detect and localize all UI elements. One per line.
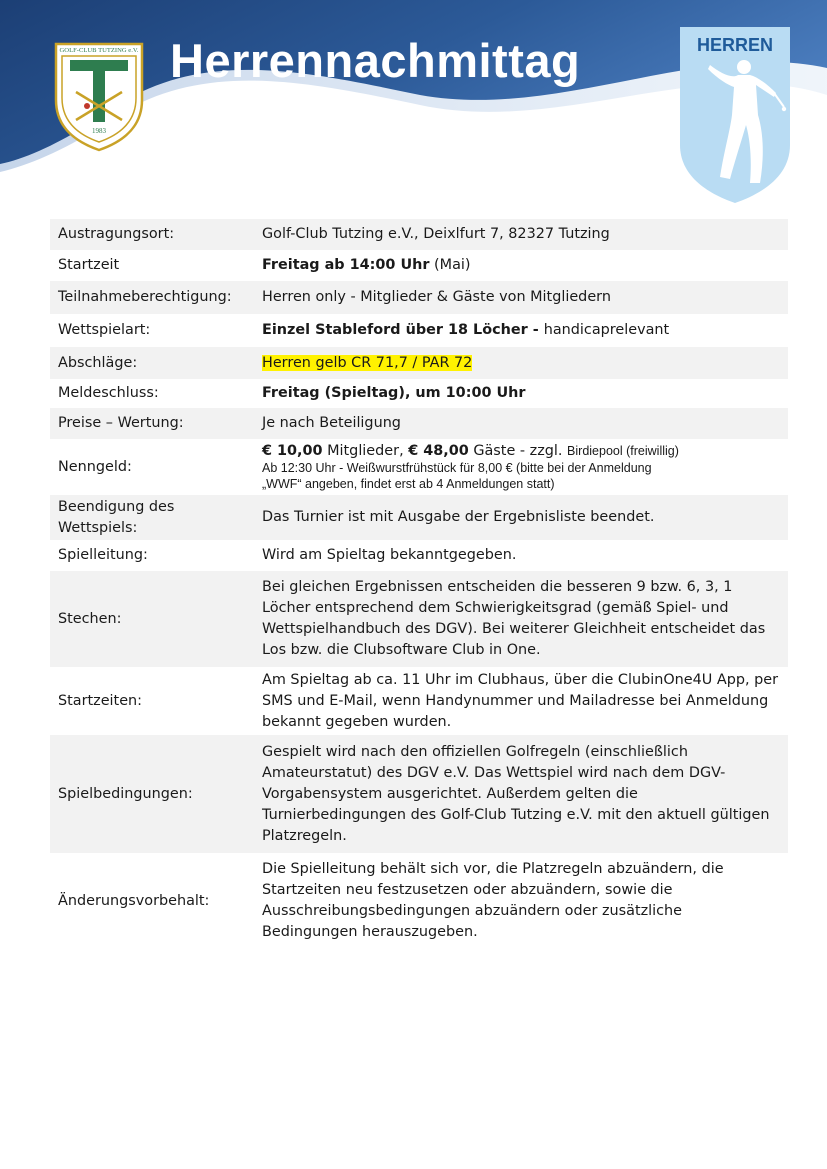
row-value-nenngeld (246, 439, 788, 495)
wettspielart-bold: Einzel Stableford über 18 Löcher - (262, 322, 544, 338)
row-label-preise: Preise – Wertung: (50, 408, 246, 439)
row-value-meldeschluss (246, 379, 788, 408)
crest-club-name: GOLF-CLUB TUTZING e.V. (59, 47, 139, 54)
fee-members-text: Mitglieder, (322, 443, 409, 459)
row-value-spielleitung: Wird am Spieltag bekanntgegeben. (246, 540, 788, 571)
row-label-stechen: Stechen: (50, 571, 246, 667)
fee-members-amount: € 10,00 (262, 443, 323, 459)
row-value-startzeiten: Am Spieltag ab ca. 11 Uhr im Clubhaus, über die ClubinOne4U App, per SMS und E-Mail, wenn Handynummer und Mailadresse bei Anmeldung bekannt gegeben wurden. (246, 667, 788, 735)
club-crest-logo (52, 40, 146, 152)
wettspielart-rest: handicaprelevant (543, 322, 670, 338)
row-label-beendigung: Beendigung des Wettspiels: (50, 495, 246, 540)
table-row (50, 347, 788, 379)
row-label-aenderungsvorbehalt: Änderungsvorbehalt: (50, 853, 246, 949)
crest-year: 1983 (92, 127, 106, 135)
table-row (50, 219, 788, 250)
table-row (50, 495, 788, 540)
table-row (50, 853, 788, 949)
row-value-aenderungsvorbehalt: Die Spielleitung behält sich vor, die Platzregeln abzuändern, die Startzeiten neu festzusetzen oder abzuändern, sowie die Ausschreibungsbedingungen abzuändern oder zusätzliche Bedingungen herauszugeben. (246, 853, 788, 949)
row-label-spielbedingungen: Spielbedingungen: (50, 735, 246, 853)
row-label-nenngeld: Nenngeld: (50, 439, 246, 495)
row-value-austragungsort: Golf-Club Tutzing e.V., Deixlfurt 7, 82327 Tutzing (246, 219, 788, 250)
row-label-meldeschluss: Meldeschluss: (50, 379, 246, 408)
meldeschluss-rest: , um 10:00 Uhr (404, 385, 526, 401)
row-label-teilnahme: Teilnahmeberechtigung: (50, 281, 246, 314)
table-row (50, 571, 788, 667)
fee-guests-text: Gäste - zzgl. (468, 443, 568, 459)
table-row (50, 408, 788, 439)
row-value-abschlaege (246, 347, 788, 379)
startzeit-bold: Freitag ab 14:00 Uhr (262, 257, 430, 273)
nenngeld-line-3: „WWF“ angeben, findet erst ab 4 Anmeldungen statt) (262, 477, 555, 491)
row-label-startzeiten: Startzeiten: (50, 667, 246, 735)
row-label-wettspielart: Wettspielart: (50, 314, 246, 347)
row-value-spielbedingungen: Gespielt wird nach den offiziellen Golfregeln (einschließlich Amateurstatut) des DGV e.V. Das Wettspiel wird nach dem DGV-Vorgabensystem ausgerichtet. Außerdem gelten die Turnierbedingungen des Golf-Club Tutzing e.V. mit den aktuell gültigen Platzregeln. (246, 735, 788, 853)
row-label-spielleitung: Spielleitung: (50, 540, 246, 571)
startzeit-rest: (Mai) (429, 257, 471, 273)
fee-birdiepool: Birdiepool (freiwillig) (567, 444, 679, 458)
abschlaege-highlight: Herren gelb CR 71,7 / PAR 72 (262, 354, 473, 371)
row-value-preise: Je nach Beteiligung (246, 408, 788, 439)
row-label-abschlaege: Abschläge: (50, 347, 246, 379)
row-value-teilnahme: Herren only - Mitglieder & Gäste von Mitgliedern (246, 281, 788, 314)
table-row (50, 314, 788, 347)
header-banner (0, 0, 827, 215)
table-row (50, 540, 788, 571)
row-value-startzeit (246, 250, 788, 281)
nenngeld-line-2: Ab 12:30 Uhr - Weißwurstfrühstück für 8,00 € (bitte bei der Anmeldung (262, 461, 652, 475)
table-row (50, 379, 788, 408)
table-row (50, 250, 788, 281)
table-row (50, 735, 788, 853)
table-row (50, 281, 788, 314)
badge-label: HERREN (696, 35, 774, 55)
row-value-stechen: Bei gleichen Ergebnissen entscheiden die besseren 9 bzw. 6, 3, 1 Löcher entsprechend dem Schwierigkeitsgrad (gemäß Spiel- und Wettspielhandbuch des DGV). Bei weiterer Gleichheit entscheidet das Los bzw. die Clubsoftware Club in One. (246, 571, 788, 667)
table-row (50, 667, 788, 735)
page-title: Herrennachmittag (170, 34, 581, 87)
tournament-info-table (50, 219, 788, 949)
row-label-austragungsort: Austragungsort: (50, 219, 246, 250)
nenngeld-line-1 (262, 442, 780, 460)
row-value-wettspielart (246, 314, 788, 347)
fee-guests-amount: € 48,00 (408, 443, 469, 459)
row-label-startzeit: Startzeit (50, 250, 246, 281)
row-value-beendigung: Das Turnier ist mit Ausgabe der Ergebnisliste beendet. (246, 495, 788, 540)
table-row (50, 439, 788, 495)
meldeschluss-bold: Freitag (Spieltag) (262, 385, 405, 401)
herren-golfer-badge (680, 27, 790, 203)
